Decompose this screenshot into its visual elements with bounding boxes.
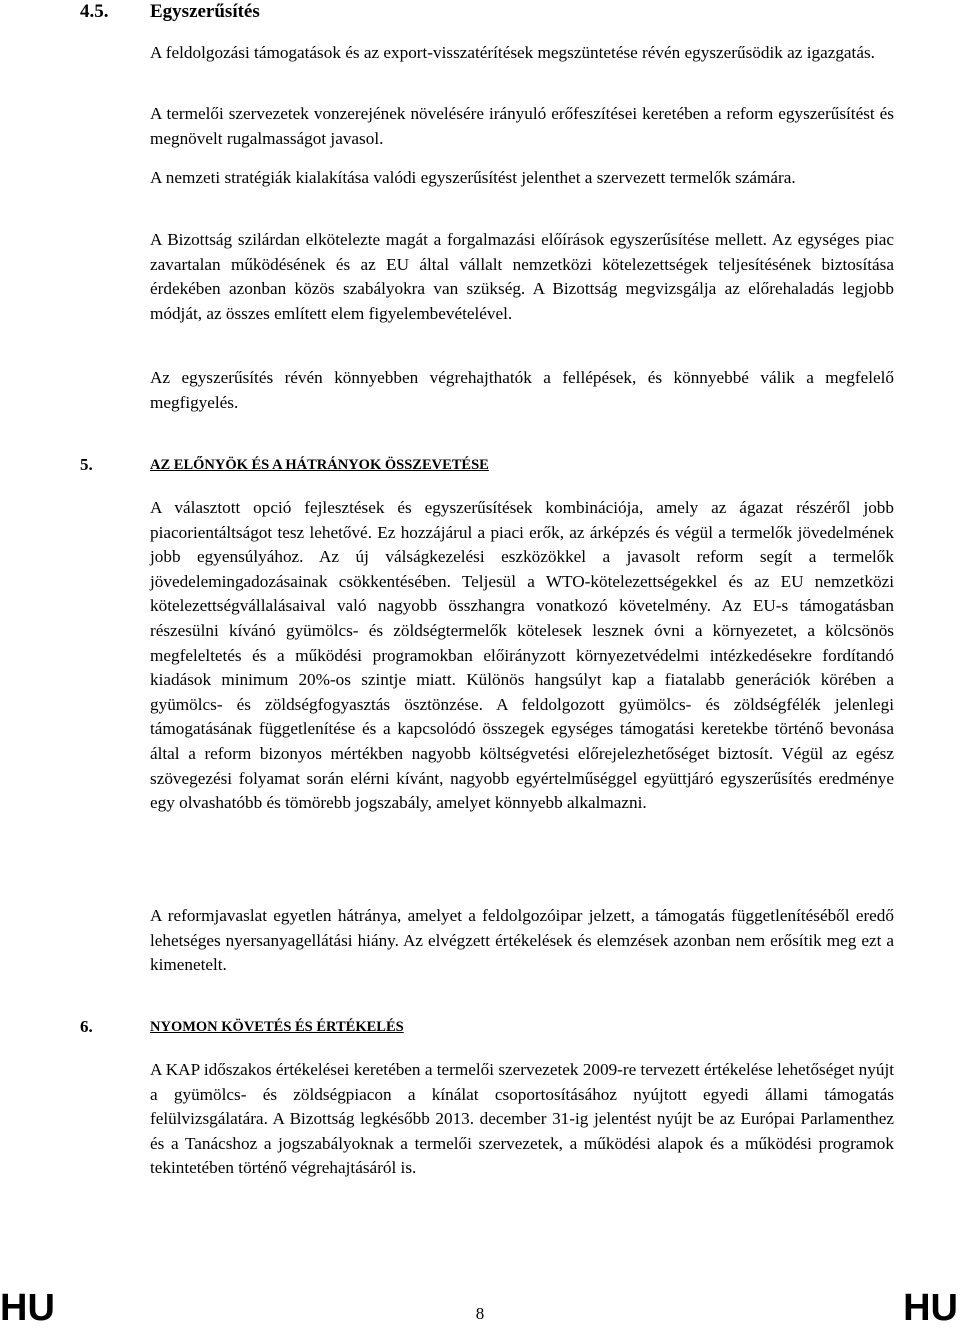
paragraph: A Bizottság szilárdan elkötelezte magát a forgalmazási előírások egyszerűsítése mellett. Az egységes piac zavartalan működésének és az EU által vállalt nemzetközi kötelezettségek teljesítésének biztosítása érdekében azonban közös szabályokra van szükség. A Bizottság megvizsgálja az előrehaladás legjobb módját, az összes említett elem figyelembevételével. [150,230,894,323]
footer-language-left: HU [0,1287,55,1329]
paragraph: A feldolgozási támogatások és az export-visszatérítések megszüntetése révén egyszerűsödik az igazgatás. [150,43,875,62]
section-number: 6. [80,1017,93,1036]
paragraph: A termelői szervezetek vonzerejének növelésére irányuló erőfeszítései keretében a reform egyszerűsítést és megnövelt rugalmasságot javasol. [150,104,894,148]
section-title: AZ ELŐNYÖK ÉS A HÁTRÁNYOK ÖSSZEVETÉSE [150,457,489,473]
section-title: Egyszerűsítés [150,1,260,22]
section-number: 4.5. [80,1,109,22]
section-number: 5. [80,455,93,474]
footer-language-right: HU [903,1287,958,1329]
paragraph: A nemzeti stratégiák kialakítása valódi egyszerűsítést jelenthet a szervezett termelők számára. [150,168,796,187]
paragraph: A reformjavaslat egyetlen hátránya, amelyet a feldolgozóipar jelzett, a támogatás függetlenítéséből eredő lehetséges nyersanyagellátási hiány. Az elvégzett értékelések és elemzések azonban nem erősítik meg ezt a kimenetelt. [150,906,894,975]
page-number: 8 [475,1304,485,1323]
paragraph: A választott opció fejlesztések és egyszerűsítések kombinációja, amely az ágazat részéről jobb piacorientáltságot tesz lehetővé. Ez hozzájárul a piaci erők, az árképzés és végül a termelők jövedelmének jobb egyensúlyához. Az új válságkezelési eszközökkel a javasolt reform segít a termelők jövedelemingadozásainak csökkentésében. Teljesül a WTO-kötelezettségekkel és az EU nemzetközi kötelezettségvállalásaival való nagyobb összhangra vonatkozó követelmény. Az EU-s támogatásban részesülni kívánó gyümölcs- és zöldségtermelők kötelesek lesznek óvni a környezetet, a kölcsönös megfeleltetés és a működési programokban előirányzott környezetvédelmi intézkedésekre fordítandó kiadások minimum 20%-os szintje miatt. Különös hangsúlyt kap a fiatalabb generációk körében a gyümölcs- és zöldségfogyasztás ösztönzése. A feldolgozott gyümölcs- és zöldségfélék jelenlegi támogatásának függetlenítése és a kapcsolódó összegek egységes támogatási keretekbe történő bevonása által a reform bizonyos mértékben nagyobb költségvetési előrejelezhetőséget biztosít. Végül az egész szövegezési folyamat során elérni kívánt, nagyobb egyértelműséggel együttjáró egyszerűsítés eredménye egy olvashatóbb és tömörebb jogszabály, amelyet könnyebb alkalmazni. [150,498,894,813]
paragraph: A KAP időszakos értékelései keretében a termelői szervezetek 2009-re tervezett értékelése lehetőséget nyújt a gyümölcs- és zöldségpiacon a kínálat csoportosításához nyújtott egyedi állami támogatás felülvizsgálatára. A Bizottság legkésőbb 2013. december 31-ig jelentést nyújt be az Európai Parlamenthez és a Tanácshoz a jogszabályoknak a termelői szervezetek, a működési alapok és a működési programok tekintetében történő végrehajtásáról is. [150,1060,894,1178]
section-title: NYOMON KÖVETÉS ÉS ÉRTÉKELÉS [150,1019,404,1035]
paragraph: Az egyszerűsítés révén könnyebben végrehajthatók a fellépések, és könnyebbé válik a megfelelő megfigyelés. [150,368,894,412]
